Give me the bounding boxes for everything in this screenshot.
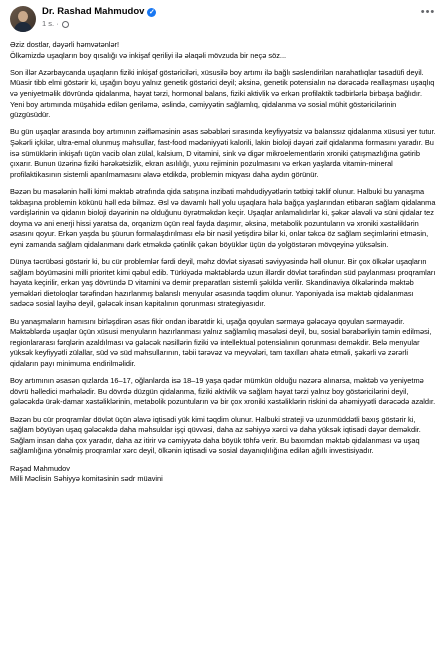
globe-icon: [62, 21, 69, 28]
post-header: [10, 6, 437, 36]
author-avatar[interactable]: [10, 6, 36, 32]
intro-line: Ölkəmizdə uşaqların boy qısalığı və inkişaf qeriliyi ilə əlaqəli mövzuda bir neçə söz...: [10, 50, 287, 60]
more-options-icon[interactable]: •••: [420, 6, 436, 18]
post-body: [10, 40, 437, 485]
paragraph: Boy artımının əsasən qızlarda 16–17, oğlanlarda isə 18–19 yaşa qədər mümkün olduğu nəzərə alınarsa, məktəb və yeniyetmə dövrü həlledici mərhələdir. Bu dövrdə düzgün qidalanma, fiziki aktivlik və sağlam həyat tərzi yalnız boy göstəricilərini deyil, gələcəkdə ürək-damar xəstəliklərinin, metabolik pozuntuların və bir çox xroniki xəstəliklərin riskini də əhəmiyyətli dərəcədə azaldır.: [10, 376, 436, 407]
greeting-line: Əziz dostlar, dəyərli həmvətənlər!: [10, 40, 120, 49]
post-time[interactable]: 1 s.: [42, 19, 55, 28]
post-subline: [42, 19, 419, 29]
paragraph: Bu yanaşmaların hamısını birləşdirən əsas fikir ondan ibarətdir ki, uşağa qoyulan sərmayə gələcəyə qoyulan sərmayədir. Məktəblərdə uşaqlar üçün xüsusi menyuların hazırlanması yalnız sağlamlıq məsələsi deyil, bu, sosial bərabərliyin təmin edilməsi, regionlararası fərqlərin azaldılması və gələcək nəsillərin fiziki və intellektual potensialının qorunması deməkdir. Belə menyular yüksək keyfiyyətli zülallar, süd və süd məhsullarının, təbii tərəvəz və meyvələri, tam taxılları əhatə etməli, şəkərli və zərərli qidaların payı minimuma endirilməlidir.: [10, 316, 432, 368]
post-meta: [42, 6, 419, 29]
signature-title: Milli Məclisin Səhiyyə komitəsinin sədr müavini: [10, 474, 163, 484]
paragraph: Dünya təcrübəsi göstərir ki, bu cür problemlər fərdi deyil, məhz dövlət siyasəti səviyyəsində həll olunur. Bir çox ölkələr uşaqların sağlam böyüməsini milli prioritet kimi qəbul edib. Türkiyədə məktəblərdə uzun illərdir dövlət tərəfindən süd paylanması proqramları həyata keçirilir, erkən yaş dövründə D vitamini və demir preparatları sistemli şəkildə verilir. Skandinaviya ölkələrində məktəb yeməkləri dietoloqlar tərəfindən hazırlanmış balanslı menyular əsasında təqdim olunur. Yaponiyada isə məktəb qidalanması sadəcə sosial layihə deyil, gələcək insan kapitalının qorunması strategiyasıdır.: [10, 257, 436, 309]
paragraph: Bəzən bu məsələnin həlli kimi məktəb ətrafında qida satışına inzibati məhdudiyyətlərin tətbiqi təklif olunur. Halbuki bu yanaşma təkbaşına problemin kökünü həll edə bilməz. Əsl və davamlı həll yolu uşaqlara hələ bağça yaşlarından etibarən sağlam qidalanma vərdişlərinin və qidanın bioloji dəyərinin nə olduğunu öyrətməkdən keçir. Uşaqlar anlamalıdırlar ki, şəkər əlavəli və süni qidalar tez doyma və ani enerji hissi yaratsa da, orqanizm üçün real fayda daşımır, əksinə, metabolik pozuntuların və xroniki xəstəliklərin əsasını qoyur. Erkən yaşda bu şüurun formalaşdırılması elə bir nəsil yetişdirə bilər ki, onlar təkcə öz sağlam seçimlərini etməsin, eyni zamanda sağlam qidalanmanı dərk etməkdə çətinlik çəkən böyüklər üçün də yolgöstərən mövqeyinə yüksəlsin.: [10, 186, 436, 249]
paragraph: Son illər Azərbaycanda uşaqların fiziki inkişaf göstəriciləri, xüsusilə boy artımı ilə bağlı səslendirilən narahatlıqlar təsadüfi deyil. Müasir tibb elmi göstərir ki, uşağın boyu yalnız genetik göstərici deyil; əksinə, genetik potensialın nə dərəcədə reallaşması uşaqlıq və yeniyetməlik dövründə qidalanma, həyat tərzi, hormonal balans, fiziki aktivlik və erkən profilaktik tədbirlərlə birbaşa bağlıdır. Yeni boy artımında müşahidə edilən geriləmə, əslində, cəmiyyətin sağlamlıq, qidalanma və sosial mühit göstəricilərinin güzgüsüdür.: [10, 67, 435, 120]
paragraph: Bəzən bu cür proqramlar dövlət üçün əlavə iqtisadi yük kimi təqdim olunur. Halbuki strateji və uzunmüddətli baxış göstərir ki, sağlam böyüyən uşaq gələcəkdə daha məhsuldar işçi qüvvəsi, daha az səhiyyə xərci və daha yüksək iqtisadi dəyər deməkdir. Sağlam insan daha çox yaradır, daha az itirir və cəmiyyətə daha böyük töhfə verir. Bu baxımdan məktəb qidalanması və uşaq sağlamlığına yönəlmiş proqramlar xərc deyil, ölkənin iqtisadi və sosial dayanıqlılığına edilən ağıllı investisiyadır.: [10, 414, 421, 456]
post-greeting: [10, 40, 437, 61]
author-name[interactable]: Dr. Rashad Mahmudov: [42, 6, 145, 17]
signature: [10, 464, 437, 485]
signature-name: Rəşad Mahmudov: [10, 463, 70, 473]
verified-badge-icon: ✓: [148, 8, 155, 16]
paragraph: Bu gün uşaqlar arasında boy artımının zəifləməsinin əsas səbəbləri sırasında keyfiyyətsiz və balanssız qidalanma xüsusi yer tutur. Şəkərli içkilər, ultra-emal olunmuş məhsullar, fast-food mədəniyyəti kalorili, lakin bioloji dəyəri zəif qidalanma formasını yaradır. Bu isə sümüklərin inkişafı üçün vacib olan zülal, kalsium, D vitamini, sink və digər mikroelementlərin xroniki çatışmazlığına gətirib çıxarır. Bunun üzərinə fiziki hərəkətsizlik, ekran asılılığı, yuxu rejiminin pozulmasını və erkən yaşlarda vitamin-mineral profilaktikasının sistemli aparılmamasını əlavə etdikdə, problemin miqyası daha aydın görünür.: [10, 127, 436, 179]
author-row: [42, 6, 419, 18]
meta-separator: ·: [56, 19, 59, 28]
